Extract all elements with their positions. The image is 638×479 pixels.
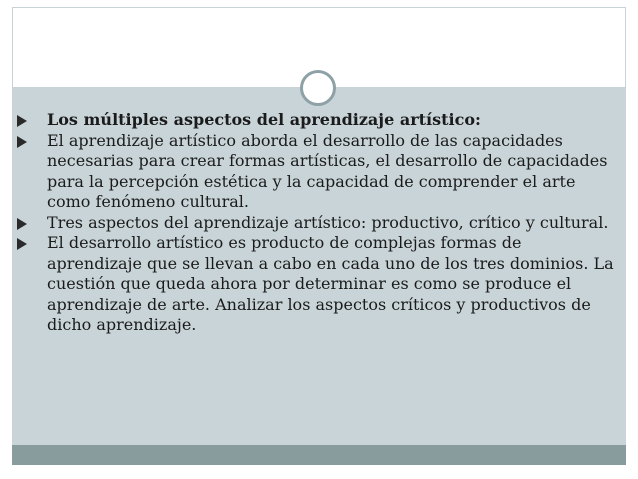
bullet-item-heading bbox=[16, 110, 616, 131]
bullet-item bbox=[16, 233, 616, 336]
bullet-list bbox=[16, 110, 616, 336]
triangle-bullet-icon bbox=[17, 238, 27, 250]
bullet-item bbox=[16, 213, 616, 234]
circle-ornament bbox=[300, 70, 336, 106]
bullet-text: Tres aspectos del aprendizaje artístico: productivo, crítico y cultural. bbox=[47, 212, 609, 232]
footer-bar bbox=[12, 445, 626, 465]
bullet-text: Los múltiples aspectos del aprendizaje artístico: bbox=[47, 110, 481, 129]
triangle-bullet-icon bbox=[17, 136, 27, 148]
bullet-item bbox=[16, 131, 616, 213]
bullet-text: El aprendizaje artístico aborda el desarrollo de las capacidades necesarias para crear formas artísticas, el desarrollo de capacidades para la percepción estética y la capacidad de comprender el arte como fenómeno cultural. bbox=[47, 130, 608, 211]
bullet-text: El desarrollo artístico es producto de complejas formas de aprendizaje que se llevan a cabo en cada uno de los tres dominios. La cuestión que queda ahora por determinar es como se produce el aprendizaje de arte. Analizar los aspectos críticos y productivos de dicho aprendizaje. bbox=[47, 233, 614, 334]
triangle-bullet-icon bbox=[17, 115, 27, 127]
triangle-bullet-icon bbox=[17, 218, 27, 230]
